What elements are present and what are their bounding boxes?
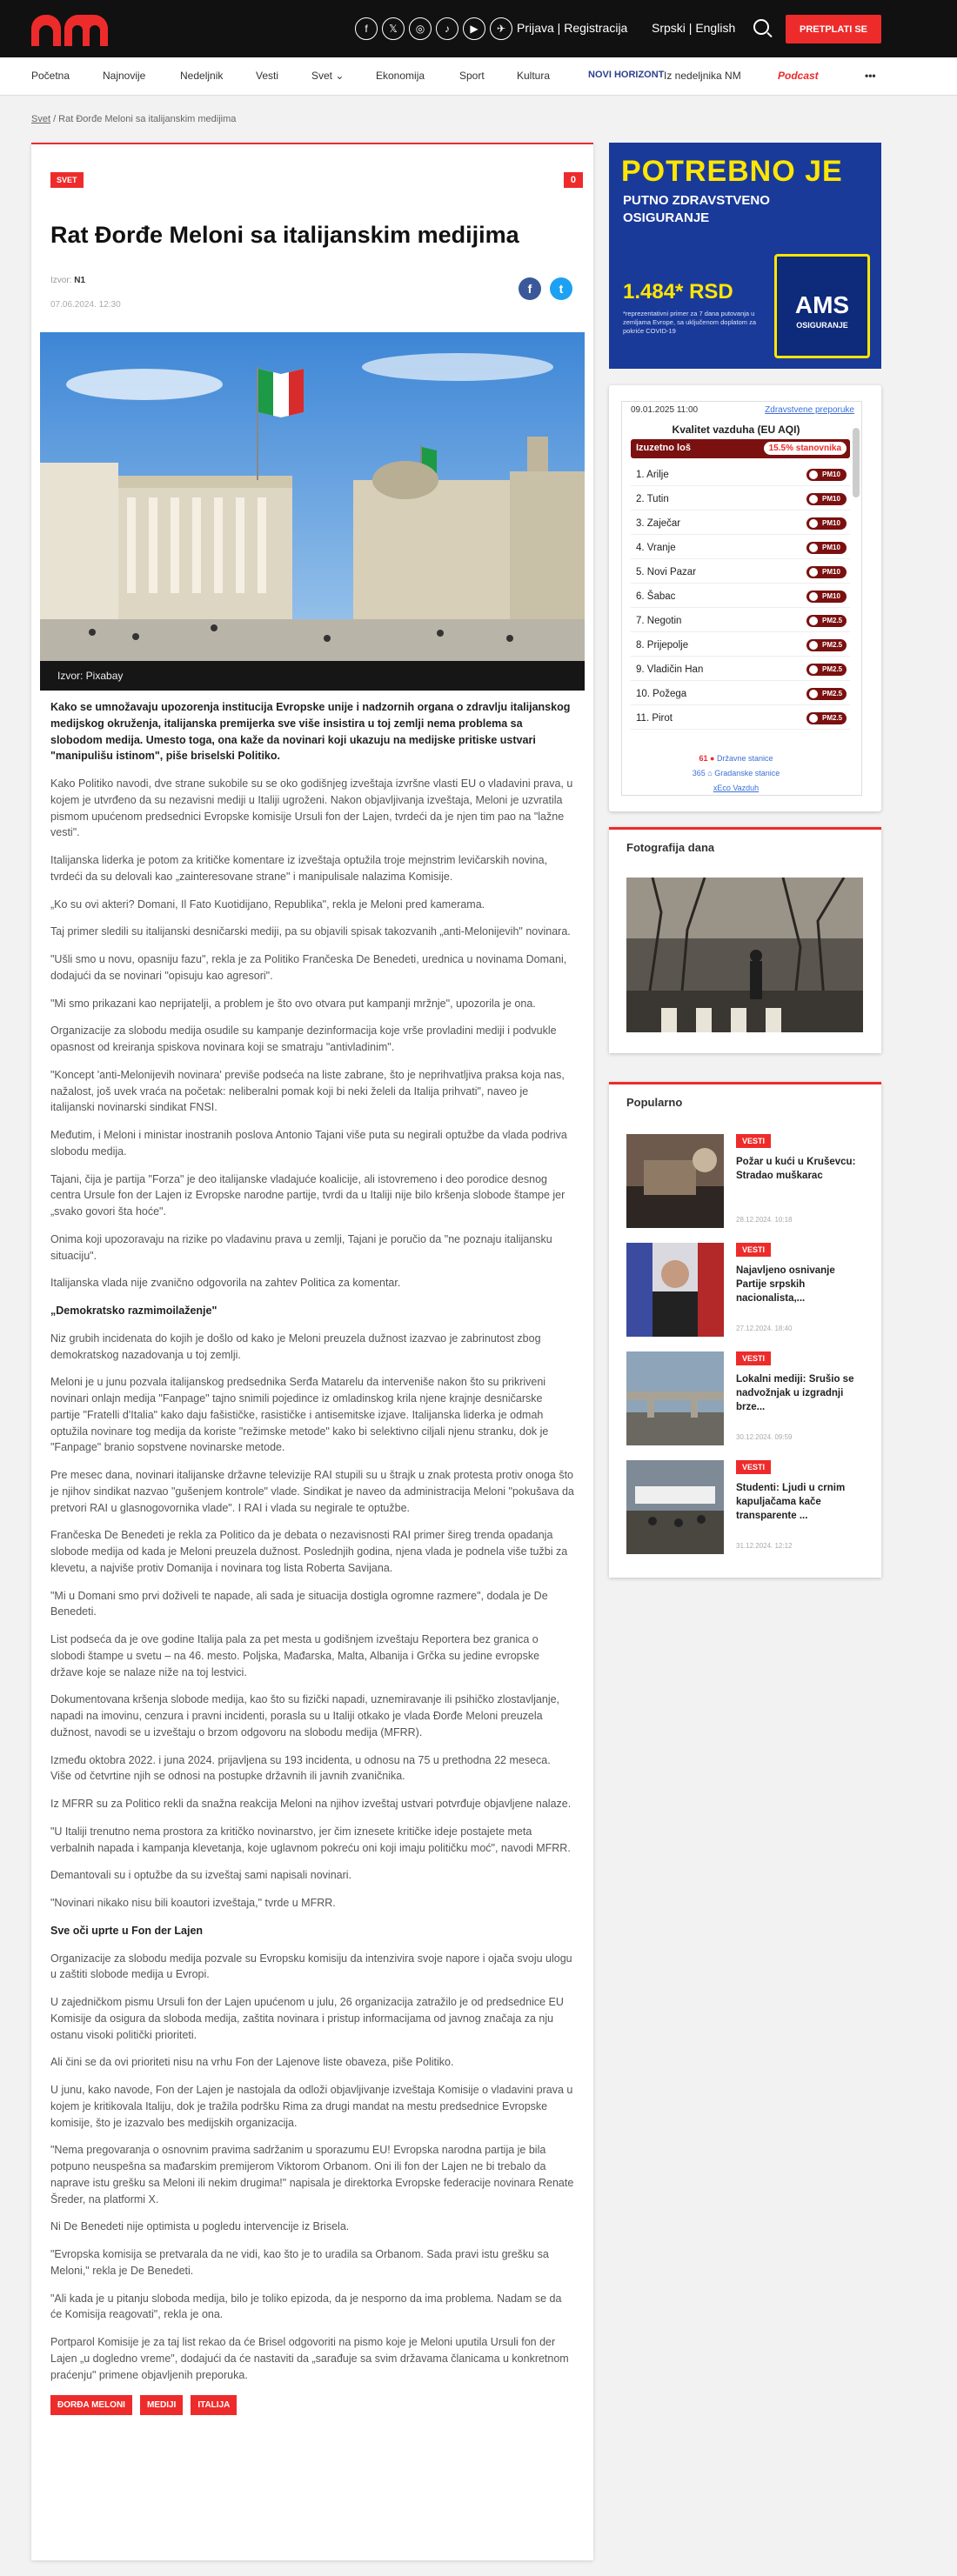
nav-item-podcast[interactable]: Podcast [778,70,819,82]
logo-m-glyph [64,15,108,46]
popular-box [609,1082,881,1578]
aqi-city-name: 4. Vranje [636,543,676,553]
banner-thumb [626,1460,724,1554]
article-tag[interactable]: MEDIJI [140,2395,183,2415]
popular-thumbnail [626,1460,724,1554]
image-caption: Izvor: Pixabay [40,661,585,691]
nav-item-kultura[interactable]: Kultura [517,70,551,82]
popular-category[interactable]: VESTI [736,1351,771,1365]
popular-category[interactable]: VESTI [736,1460,771,1474]
fire-thumb [626,1134,724,1228]
breadcrumb-current: / Rat Đorđe Meloni sa italijanskim medijima [50,114,237,124]
article-paragraph: Italijanska vlada nije zvanično odgovorila na zahtev Politica za komentar. [50,1277,401,1290]
popular-title: Popularno [626,1096,683,1109]
nav-item-sport[interactable]: Sport [459,70,485,82]
city-station-label: Gradanske stanice [714,769,780,777]
youtube-icon[interactable]: ▶ [463,17,485,40]
ad-fine-print: *reprezentativni primer za 7 dana putovanja u zemljama Evrope, sa uključenom doplatom za pokriće COVID-19 [623,310,756,335]
popular-category[interactable]: VESTI [736,1243,771,1257]
article-accent-bar [31,143,593,144]
ad-subline-2: OSIGURANJE [623,210,710,225]
facebook-icon[interactable]: f [355,17,378,40]
popular-date: 30.12.2024. 09:59 [736,1433,793,1441]
popular-date: 31.12.2024. 12:12 [736,1542,793,1550]
nav-item-vesti[interactable]: Vesti [256,70,279,82]
popular-thumbnail [626,1351,724,1445]
popular-box-accent [609,1082,881,1084]
article-paragraph: Italijanska liderka je potom za kritičke komentare iz izveštaja optužila troje mejnstrim levičarskih novina, tvrdeći da su delovali kao „zainteresovane strane" i manipulisale nalazima Komisije. [50,854,548,883]
ad-brand-sub: OSIGURANJE [796,321,848,330]
aqi-level-header [631,439,850,458]
nav-item-iz-nedeljnika[interactable]: Iz nedeljnika NM [664,70,741,82]
aqi-city-row[interactable] [631,537,850,559]
language-switch[interactable]: Srpski | English [652,21,736,35]
rome-monument-illustration [40,332,585,691]
popular-headline[interactable]: Požar u kući u Kruševcu: Stradao muškarac [736,1157,856,1182]
aqi-city-row[interactable] [631,708,850,730]
article-tags [50,2395,574,2415]
photo-of-day-image[interactable] [626,878,863,1032]
popular-headline[interactable]: Lokalni mediji: Srušio se nadvožnjak u izgradnji brze... [736,1374,854,1413]
aqi-city-row[interactable] [631,586,850,608]
aqi-city-row[interactable] [631,684,850,705]
article-paragraph: Frančeska De Benedeti je rekla za Politico da je debata o nezavisnosti RAI primer šireg trenda opadanja slobode medija od kada je Meloni preuzela dužnost. Poslednjih godina, njena vlada je podnela više tužbi za klevetu, a najviše protiv Domanija i novinara tog lista Roberta Savijana. [50,1529,568,1574]
article-paragraph: "Ali kada je u pitanju sloboda medija, bilo je toliko epizoda, da je nesporno da ima problema. Nadam se da će Komisija reagovati", rekla je ona. [50,2292,562,2321]
more-menu-icon[interactable]: ••• [865,70,876,82]
twitter-share-icon[interactable]: t [550,277,572,300]
article-paragraph: Ali čini se da ovi prioriteti nisu na vrhu Fon der Lajenove liste obaveza, piše Politiko. [50,2056,454,2069]
article-paragraph: Meloni je u junu pozvala italijanskog predsednika Serđa Matarelu da interveniše nakon što su prikriveni novinari onlajn medija "Fanpage" tajno snimili pojedince iz omladinskog krila njene krajnje desničarske partije "Fratelli d'Italia" kako daju fašističke, rasističke i antisemitske izjave. Italijanska liderka je odmah optužila novinare tog medija da koriste "režimske metode" kako bi selektivno cilјali njenu stranku, dok je "Fanpage" branio sopstvene novinarske metode. [50,1376,549,1454]
photo-of-day-box [609,827,881,1053]
article-paragraph: "Ušli smo u novu, opasniju fazu", rekla je za Politiko Frančeska De Benedeti, urednica u novinama Domani, dodajući da se novinari "opisuju kao agresori". [50,953,567,982]
aqi-city-name: 10. Požega [636,689,687,699]
popular-item[interactable] [626,1243,863,1338]
article-paragraph: Organizacije za slobodu medija osudile su kampanje dezinformacija koje vrše provladini mediji i podvukle opasnost od kreiranja spiskova novinara koji se smatraju "antivladinim". [50,1024,557,1053]
aqi-pollutant-badge: PM2.5 [806,688,847,700]
aqi-city-name: 3. Zaječar [636,518,681,529]
article-paragraph: "Koncept 'anti-Melonijevih novinara' previše podseća na liste zabrane, što je neprihvatljiva praksa koja nas, nažalost, još uvek vraća na početak: neliberalni pomak koji bi neki želeli da Italija prihvati", naveo je italijanski novinarski sindikat FNSI. [50,1068,565,1114]
article-paragraph: "Nema pregovaranja o osnovnim pravima sadržanim u sporazumu EU! Evropska narodna partija je bila potpuno neuspešna sa mađarskim premijerom Viktorom Orbanom. Oni ili fon der Lajen ne bi trebalo da naprave istu grešku sa Meloni ili nekim drugima!" napisala je direktorka Evropske federacije novinara Renate Šreder, na platformi X. [50,2144,574,2206]
aqi-population-share: 15.5% stanovnika [764,442,847,455]
nav-item-najnovije[interactable]: Najnovije [103,70,146,82]
category-tag[interactable]: SVET [50,172,84,188]
article-paragraph: "Evropska komisija se pretvarala da ne vidi, kao što je to uradila sa Orbanom. Sada pravi istu grešku sa Meloni," rekla je De Benedeti. [50,2248,549,2277]
speaker-thumb [626,1243,724,1337]
aqi-city-name: 9. Vladičin Han [636,664,704,675]
aqi-city-name: 1. Arilje [636,470,669,480]
aqi-pollutant-badge: PM10 [806,566,847,578]
aqi-pollutant-badge: PM2.5 [806,712,847,724]
popular-category[interactable]: VESTI [736,1134,771,1148]
aqi-pollutant-badge: PM10 [806,493,847,505]
city-station-count: 365 [692,769,706,777]
aqi-city-name: 5. Novi Pazar [636,567,697,577]
aqi-pollutant-badge: PM10 [806,591,847,603]
article-card [31,143,593,2560]
popular-thumbnail [626,1134,724,1228]
ad-headline: POTREBNO JE [621,155,843,188]
nav-item-nedeljnik[interactable]: Nedeljnik [180,70,224,82]
breadcrumb [31,114,236,124]
air-quality-widget [609,385,881,811]
aqi-city-row[interactable] [631,611,850,632]
top-bar [0,0,957,57]
article-paragraph: „Ko su ovi akteri? Domani, Il Fato Kuotidijano, Republika", rekla je Meloni pred kamerama. [50,898,485,911]
article-paragraph: "Mi smo prikazani kao neprijatelji, a problem je što ovo otvara put kampanji mržnje", upozorila je ona. [50,997,536,1010]
city-stations[interactable] [622,769,850,777]
popular-date: 28.12.2024. 10:18 [736,1216,793,1224]
aqi-city-row[interactable] [631,489,850,511]
article-paragraph: Iz MFRR su za Politico rekli da snažna reakcija Meloni na njihov izveštaj ustvari potvrđuje objavljene nalaze. [50,1798,572,1810]
tiktok-icon[interactable]: ♪ [436,17,458,40]
pin-icon: ● [710,754,715,763]
aqi-city-row[interactable] [631,513,850,535]
main-nav [0,57,957,96]
article-paragraph: Onima koji upozoravaju na rizike po vladavinu prava u zemlji, Tajani je poručio da "ne poznaju italijansku situaciju". [50,1232,552,1262]
aqi-city-row[interactable] [631,464,850,486]
article-paragraph: Niz grubih incidenata do kojih je došlo od kako je Meloni preuzela dužnost izazvao je zabrinutost zbog demokratskog nazadovanja u toj zemlji. [50,1331,541,1361]
article-paragraph: Kako Politiko navodi, dve strane sukobile su se oko godišnjeg izveštaja izvršne vlasti EU o vladavini prava, u kojem je utvrđeno da su nezavisni mediji u Italiji ugroženi. Nakon objavljivanja izveštaja, Meloni je uzvratila pismom upućenom predsednici Evropske komisije Ursuli fon der Lajen, tvrdeći da je njen tim pao na "lažne vesti". [50,777,573,839]
nav-item-novi-horizont[interactable]: NOVI HORIZONT [588,70,665,80]
section-heading: Sve oči uprte u Fon der Lajen [50,1924,204,1937]
site-logo[interactable] [31,11,111,46]
article-paragraph: Portparol Komisije je za taj list rekao da će Brisel odgovoriti na pismo koje je Meloni uputila Ursuli fon der Lajen „u dogledno vreme", dodajući da će nastaviti da „sarađuje sa svim državama članicama u konkretnom praćenju" primene objavljenih preporuka. [50,2336,569,2381]
aqi-title: Kvalitet vazduha (EU AQI) [672,424,800,436]
aqi-city-name: 8. Prijepolje [636,640,689,651]
popular-item[interactable] [626,1460,863,1556]
byline-prefix: Izvor: [50,276,75,285]
x-icon[interactable]: 𝕏 [382,17,405,40]
aqi-city-name: 11. Pirot [636,713,673,724]
overpass-thumb [626,1351,724,1445]
aqi-city-name: 2. Tutin [636,494,669,504]
social-links [355,17,512,40]
logo-n-glyph [31,15,61,46]
facebook-share-icon[interactable]: f [519,277,541,300]
article-paragraph: U zajedničkom pismu Ursuli fon der Lajen upućenom u julu, 26 organizacija zatražilo je od predsednice EU Komisije da osigura da sloboda medija, zaštita novinara i pristup informacijama od javnog značaja za nju ostanu visoki politički prioriteti. [50,1996,564,2041]
section-heading: „Demokratsko razmimoilaženje" [50,1305,218,1317]
article-tag[interactable]: ĐORĐA MELONI [50,2395,132,2415]
home-icon: ⌂ [707,769,713,777]
ams-insurance-ad[interactable] [609,143,881,369]
article-title: Rat Đorđe Meloni sa italijanskim medijima [50,222,519,248]
photo-of-day-title: Fotografija dana [626,841,715,854]
article-paragraph: Taj primer sledili su italijanski desničarski mediji, pa su objavili spisak takozvanih „anti-Melonijevih" novinara. [50,925,571,938]
popular-thumbnail [626,1243,724,1337]
article-paragraph: "U Italiji trenutno nema prostora za kritičko novinarstvo, jer čim iznesete kritičke ideje postajete meta verbalnih napada i kampanja klevetanja, koje uglavnom pokreću oni koji imaju političku moć", navodi MFRR. [50,1825,571,1854]
popular-item[interactable] [626,1134,863,1230]
article-paragraph: List podseća da je ove godine Italija pala za pet mesta u godišnjem izveštaju Reportera bez granica o slobodi štampe u svetu – na 46. mesto. Poljska, Mađarska, Malta, Albanija i Grčka su jedine evropske države koje se nalaze niže na toj lestvici. [50,1633,540,1678]
byline-source: N1 [74,276,86,285]
nav-item-ekonomija[interactable]: Ekonomija [376,70,425,82]
state-stations[interactable] [622,754,850,763]
comment-count[interactable]: 0 [564,172,583,188]
byline [50,276,85,285]
popular-headline[interactable]: Najavljeno osnivanje Partije srpskih nacionalista,... [736,1265,835,1305]
nav-item-pocetna[interactable]: Početna [31,70,70,82]
article-paragraph: Tajani, čija je partija "Forza" je deo italijanske vladajuće koalicije, ali istovremeno i deo porodice desnog centra Ursule fon der Lajen iz Evropske narodne partije, tvrdi da u Italiji nije bilo kršenja slobode štampe jer „svako govori šta hoće". [50,1172,566,1218]
aqi-city-name: 7. Negotin [636,616,682,626]
aqi-city-row[interactable] [631,562,850,584]
breadcrumb-section[interactable]: Svet [31,114,51,124]
login-link[interactable]: Prijava | Registracija [517,21,628,35]
aqi-pollutant-badge: PM10 [806,542,847,554]
eco-vazduh-link[interactable]: xEco Vazduh [713,784,760,792]
popular-date: 27.12.2024. 18:40 [736,1325,793,1332]
photo-box-accent [609,827,881,830]
article-paragraph: Organizacije za slobodu medija pozvale su Evropsku komisiju da intenzivira svoje napore i ojača svoju ulogu u zaštiti slobode medija u Evropi. [50,1952,572,1981]
article-paragraph: U junu, kako navode, Fon der Lajen je nastojala da odloži objavljivanje izveštaja Komisije o vladavini prava u kojem je kritikovala Italiju, dok je tražila podršku Rima za drugi mandat na mestu predsednice Evropske komisije, što je izazvalo bes medijskih organizacija. [50,2084,573,2129]
aqi-city-name: 6. Šabac [636,591,676,602]
popular-headline[interactable]: Studenti: Ljudi u crnim kapuljačama kače transparente ... [736,1483,846,1522]
subscribe-button[interactable]: PRETPLATI SE [786,15,881,43]
article-paragraph: "Mi u Domani smo prvi doživeli te napade, ali sada je situacija dostigla ogromne razmere", dodala je De Benedeti. [50,1589,548,1618]
aqi-pollutant-badge: PM10 [806,517,847,530]
aqi-city-row[interactable] [631,635,850,657]
nav-item-svet[interactable]: Svet ⌄ [311,70,345,82]
ad-brand-box [774,254,870,358]
telegram-icon[interactable]: ✈ [490,17,512,40]
article-paragraph: Dokumentovana kršenja slobode medija, kao što su fizički napadi, uznemiravanje ili psihičko zlostavljanje, napadi na imovinu, cenzura i pravni incidenti, porasla su u Italiji otkako je vlada Đorđe Meloni preuzela dužnost, navodi se u izveštaju o brzom odgovoru na slobodu medija (MFRR). [50,1693,560,1738]
publish-date: 07.06.2024. 12:30 [50,300,121,310]
article-paragraph: "Novinari nikako nisu bili koautori izveštaja," tvrde u MFRR. [50,1897,336,1909]
state-station-label: Državne stanice [716,754,773,763]
aqi-pollutant-badge: PM2.5 [806,615,847,627]
article-paragraph: Međutim, i Meloni i ministar inostranih poslova Antonio Tajani više puta su negirali optužbe da vlada podriva slobodu medija. [50,1129,567,1158]
aqi-date: 09.01.2025 11:00 [631,405,699,415]
article-tag[interactable]: ITALIJA [191,2395,237,2415]
article-body [50,699,574,2415]
aqi-frame [621,401,862,796]
popular-item[interactable] [626,1351,863,1447]
aqi-pollutant-badge: PM2.5 [806,639,847,651]
health-recommendations-link[interactable]: Zdravstvene preporuke [765,405,854,415]
article-paragraph: Ni De Benedeti nije optimista u pogledu intervencije iz Brisela. [50,2220,350,2233]
article-paragraph: Između oktobra 2022. i juna 2024. prijavljena su 193 incidenta, u odnosu na 75 u prethodna 22 meseca. Više od četvrtine njih se odnosi na postupke državnih ili javnih zvaničnika. [50,1753,551,1783]
lead-paragraph: Kako se umnožavaju upozorenja institucija Evropske unije i nadzornih organa o zdravlju italijanskog medijskog okruženja, italijanska premijerka sve više insistira u toj zemlji nema problema sa slobodom medija. Umesto toga, ona kaže da novinari koji ukazuju na medijske pritiske ustvari "manipulišu istinom", piše briselski Politiko. [50,701,571,763]
article-paragraph: Demantovali su i optužbe da su izveštaj sami napisali novinari. [50,1869,352,1882]
ad-brand: AMS [794,291,850,318]
ad-subline: PUTNO ZDRAVSTVENO [623,193,770,208]
aqi-level: Izuzetno loš [636,443,691,453]
article-paragraph: Pre mesec dana, novinari italijanske državne televizije RAI stupili su u štrajk u znak protesta protiv onoga što je njihov sindikat nazvao "gušenjem kontrole" vlade. Sindikat je naveo da administracija Meloni "pokušava da pretvori RAI u glasnogovornika vlade". I RAI i vlada su negirale te optužbe. [50,1469,574,1514]
aqi-scrollbar[interactable] [853,428,860,497]
hero-image [40,332,585,691]
aqi-city-row[interactable] [631,659,850,681]
aqi-pollutant-badge: PM10 [806,469,847,481]
instagram-icon[interactable]: ◎ [409,17,432,40]
ad-price: 1.484* RSD [623,280,733,304]
photo-of-day-illustration [626,878,863,1032]
state-station-count: 61 [699,754,708,763]
search-icon[interactable] [753,19,769,35]
aqi-pollutant-badge: PM2.5 [806,664,847,676]
